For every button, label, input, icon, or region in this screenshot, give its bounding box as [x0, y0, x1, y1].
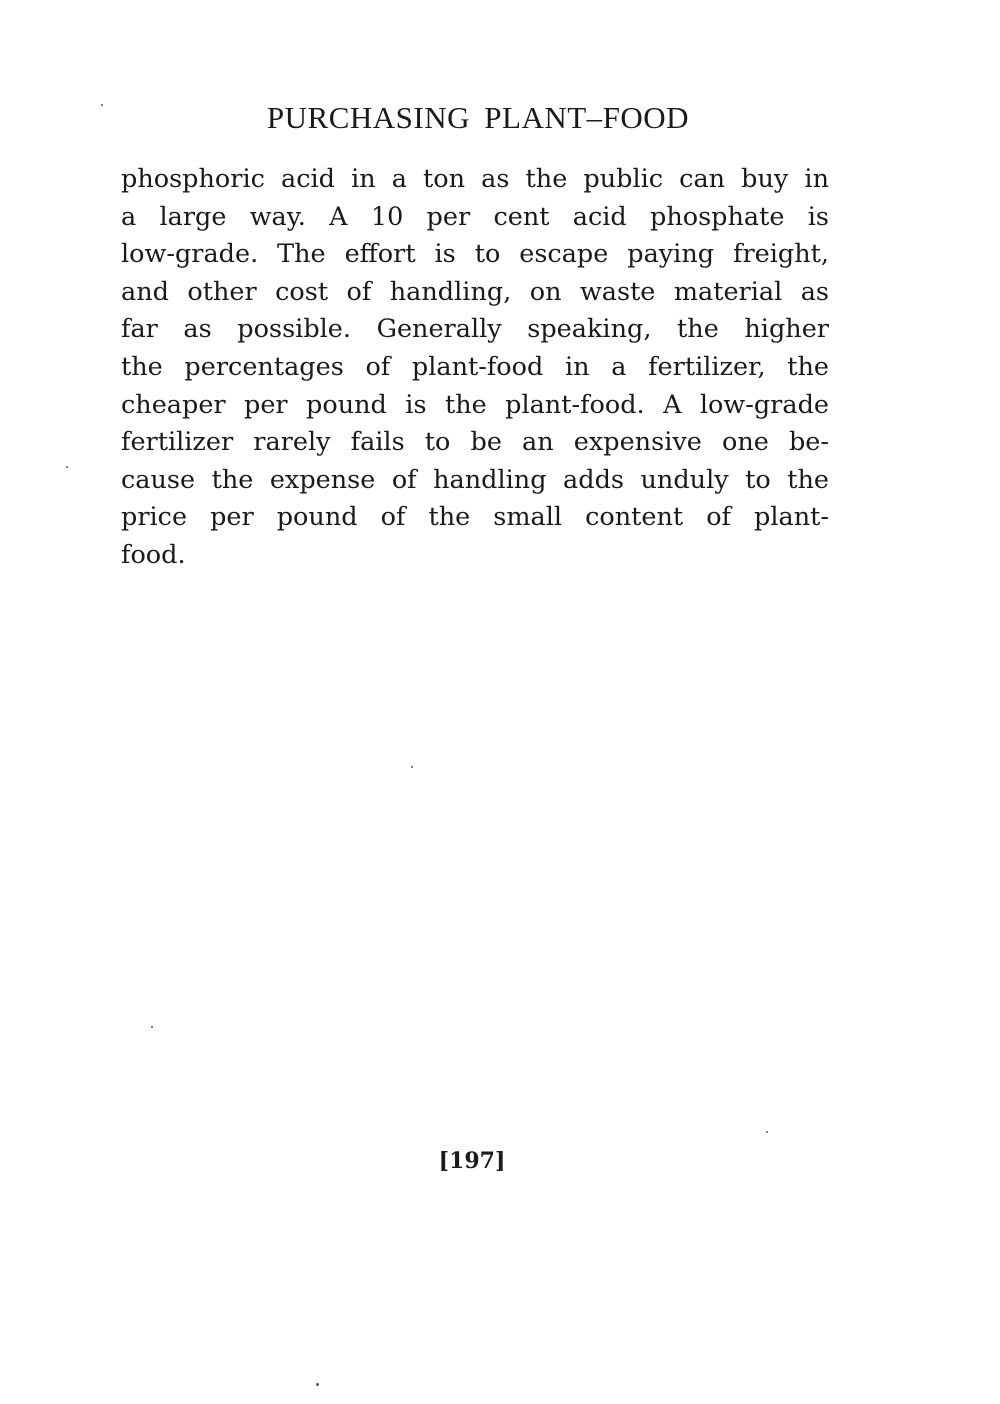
text-line: the percentages of plant-food in a fertilizer, the [121, 351, 829, 382]
page-number: [197] [438, 1148, 506, 1174]
text-line: far as possible. Generally speaking, the higher [121, 314, 829, 345]
text-line: low-grade. The effort is to escape paying freight, [121, 239, 829, 270]
text-line: and other cost of handling, on waste material as [121, 276, 829, 307]
scan-speck [316, 1383, 319, 1386]
scan-speck [766, 1131, 768, 1133]
scan-speck [151, 1026, 153, 1028]
text-line: cheaper per pound is the plant-food. A low-grade [121, 389, 829, 420]
scan-speck [101, 104, 103, 106]
scan-speck [66, 466, 68, 468]
text-line: fertilizer rarely fails to be an expensive one be- [121, 427, 829, 458]
scan-speck [411, 766, 413, 768]
text-line: a large way. A 10 per cent acid phosphate is [121, 201, 829, 232]
text-line: cause the expense of handling adds unduly to the [121, 464, 829, 495]
body-paragraph [121, 161, 829, 575]
text-line: phosphoric acid in a ton as the public can buy in [121, 164, 829, 194]
running-head: PURCHASING PLANT–FOOD [266, 100, 690, 135]
text-line: price per pound of the small content of plant- [121, 502, 829, 533]
text-line: food. [121, 539, 186, 570]
